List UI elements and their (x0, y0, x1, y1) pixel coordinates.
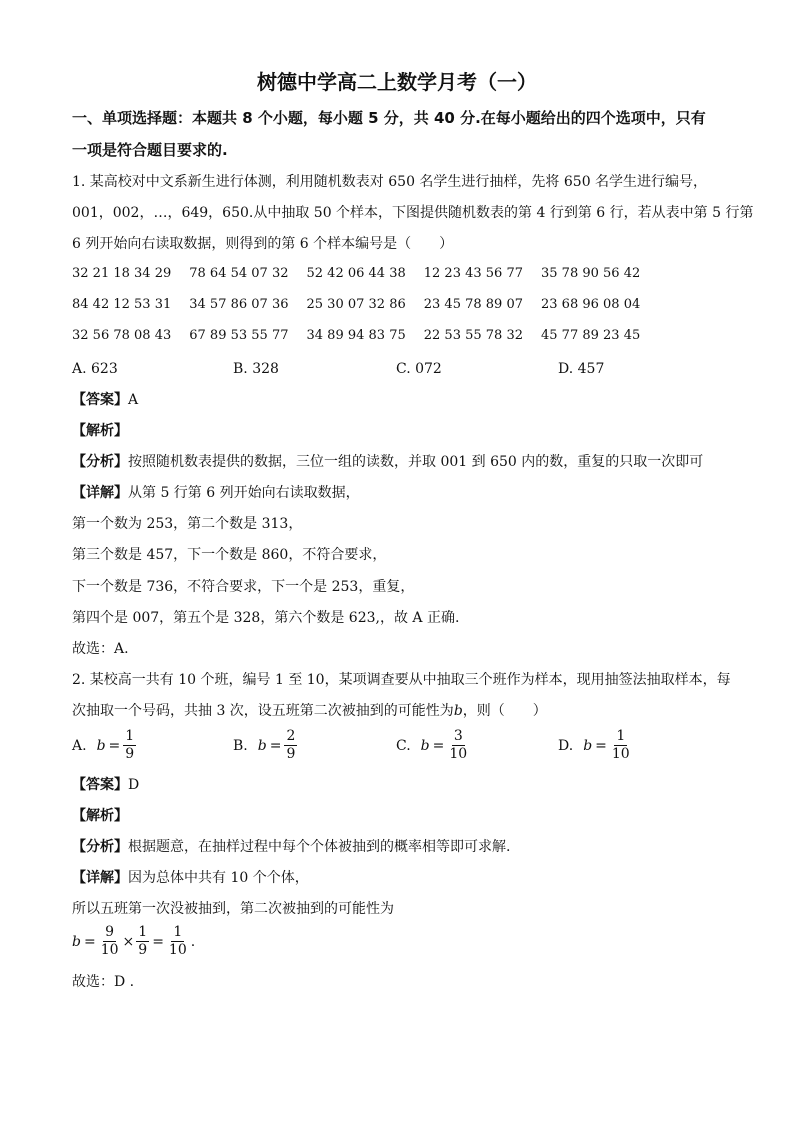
formula-var: b (72, 933, 81, 950)
analysis-tag: 【解析】 (72, 423, 128, 439)
fraction-numerator: 9 (105, 924, 115, 940)
table-cell: 32 21 18 34 29 (72, 266, 172, 281)
q2-fenxi (72, 837, 510, 857)
fenxi-text: 根据题意，在抽样过程中每个个体被抽到的概率相等即可求解. (128, 839, 511, 855)
table-cell: 32 56 78 08 43 (72, 328, 172, 343)
fraction-denominator: 9 (125, 746, 135, 762)
section-heading-line2: 一项是符合题目要求的. (72, 141, 228, 159)
q1-analysis-tag (72, 421, 128, 441)
table-cell: 35 78 90 56 42 (541, 266, 641, 281)
fraction-numerator: 1 (125, 728, 135, 744)
option-label: C. (396, 737, 411, 754)
random-table-row-4 (72, 266, 658, 281)
formula-times: × (122, 933, 135, 950)
q2-option-c (396, 728, 469, 763)
fraction-denominator: 10 (449, 746, 468, 762)
table-cell: 45 77 89 23 45 (541, 328, 641, 343)
option-label: B. (233, 737, 248, 754)
q1-option-a: A. 623 (72, 361, 118, 377)
q1-answer (72, 390, 138, 410)
q2-option-b (233, 728, 297, 763)
option-var: b (420, 737, 430, 754)
fenxi-tag: 【分析】 (72, 454, 128, 470)
q1-xiangjie (72, 483, 360, 503)
formula-end: . (190, 933, 196, 950)
q1-stem-line2: 001，002，…，649，650.从中抽取 50 个样本，下图提供随机数表的第 4 行到第 6 行，若从表中第 5 行第 (72, 205, 754, 221)
q2-stem-var: b (453, 703, 463, 719)
fraction-denominator: 9 (138, 942, 148, 958)
option-eq: = (108, 737, 121, 754)
fraction-numerator: 1 (138, 924, 148, 940)
q1-step-3: 下一个数是 736，不符合要求，下一个是 253，重复， (72, 579, 415, 595)
table-cell: 23 45 78 89 07 (423, 297, 523, 312)
q2-xiangjie (72, 868, 309, 888)
xiangjie-text: 从第 5 行第 6 列开始向右读取数据， (128, 485, 360, 501)
q2-choice: 故选：D . (72, 974, 135, 990)
fraction-numerator: 1 (616, 728, 626, 744)
q2-answer (72, 775, 139, 795)
table-cell: 12 23 43 56 77 (423, 266, 523, 281)
q1-option-c: C. 072 (396, 361, 442, 377)
q2-stem-text: 次抽取一个号码，共抽 3 次，设五班第二次被抽到的可能性为 (72, 703, 454, 719)
q1-option-b: B. 328 (233, 361, 279, 377)
q1-fenxi (72, 452, 703, 472)
section-heading-line1: 一、单项选择题：本题共 8 个小题，每小题 5 分，共 40 分.在每小题给出的四个选项中，只有 (72, 109, 706, 127)
fraction-numerator: 2 (286, 728, 296, 744)
q1-step-4: 第四个是 007，第五个是 328，第六个数是 623,，故 A 正确. (72, 610, 460, 626)
option-var: b (257, 737, 267, 754)
q2-option-d (558, 728, 632, 763)
q2-option-a (72, 728, 136, 763)
option-var: b (96, 737, 106, 754)
q2-step-1: 所以五班第一次没被抽到，第二次被抽到的可能性为 (72, 901, 394, 917)
table-cell: 84 42 12 53 31 (72, 297, 172, 312)
answer-value: A (128, 392, 139, 408)
answer-value: D (128, 777, 140, 793)
q1-stem-line3: 6 列开始向右读取数据，则得到的第 6 个样本编号是（ ） (72, 236, 454, 252)
answer-tag: 【答案】 (72, 777, 128, 793)
option-fraction (123, 728, 136, 763)
fraction-numerator: 1 (173, 924, 183, 940)
table-cell: 78 64 54 07 32 (189, 266, 289, 281)
table-cell: 52 42 06 44 38 (306, 266, 406, 281)
table-cell: 34 89 94 83 75 (306, 328, 406, 343)
table-cell: 23 68 96 08 04 (541, 297, 641, 312)
option-var: b (583, 737, 593, 754)
random-table-row-6 (72, 328, 658, 343)
option-fraction (447, 728, 469, 763)
option-eq: = (595, 737, 607, 754)
q1-stem-line1: 1. 某高校对中文系新生进行体测，利用随机数表对 650 名学生进行抽样，先将 650 名学生进行编号， (72, 174, 708, 190)
q2-analysis-tag (72, 806, 128, 826)
option-fraction (610, 728, 632, 763)
q2-stem-line2 (72, 701, 547, 721)
xiangjie-text: 因为总体中共有 10 个个体， (128, 870, 309, 886)
fraction-denominator: 9 (286, 746, 296, 762)
table-cell: 25 30 07 32 86 (306, 297, 406, 312)
option-fraction (284, 728, 297, 763)
formula-eq: = (152, 933, 164, 950)
option-eq: = (432, 737, 445, 754)
option-eq: = (269, 737, 282, 754)
random-table-row-5 (72, 297, 658, 312)
fenxi-tag: 【分析】 (72, 839, 128, 855)
fraction-denominator: 10 (611, 746, 630, 762)
answer-tag: 【答案】 (72, 392, 128, 408)
fraction-numerator: 3 (453, 728, 463, 744)
xiangjie-tag: 【详解】 (72, 485, 128, 501)
fraction-denominator: 10 (100, 942, 119, 958)
q1-step-1: 第一个数为 253，第二个数是 313， (72, 516, 303, 532)
q1-option-d: D. 457 (558, 361, 605, 377)
option-label: A. (72, 737, 87, 754)
fraction-denominator: 10 (168, 942, 187, 958)
fenxi-text: 按照随机数表提供的数据，三位一组的读数，并取 001 到 650 内的数，重复的只取一次即可 (128, 454, 704, 470)
formula-eq: = (83, 933, 96, 950)
page-title: 树德中学高二上数学月考（一） (257, 70, 537, 94)
table-cell: 67 89 53 55 77 (189, 328, 289, 343)
table-cell: 34 57 86 07 36 (189, 297, 289, 312)
q2-stem-tail: ，则（ ） (462, 703, 547, 719)
formula-fraction-1 (99, 924, 121, 959)
analysis-tag: 【解析】 (72, 808, 128, 824)
option-label: D. (558, 737, 574, 754)
xiangjie-tag: 【详解】 (72, 870, 128, 886)
formula-fraction-2 (136, 924, 149, 959)
q2-stem-line1: 2. 某校高一共有 10 个班，编号 1 至 10，某项调查要从中抽取三个班作为样本，现用抽签法抽取样本，每 (72, 672, 731, 688)
formula-fraction-3 (167, 924, 189, 959)
table-cell: 22 53 55 78 32 (423, 328, 523, 343)
q1-choice: 故选：A. (72, 641, 129, 657)
q2-formula (72, 924, 195, 959)
q1-step-2: 第三个数是 457，下一个数是 860，不符合要求， (72, 547, 387, 563)
